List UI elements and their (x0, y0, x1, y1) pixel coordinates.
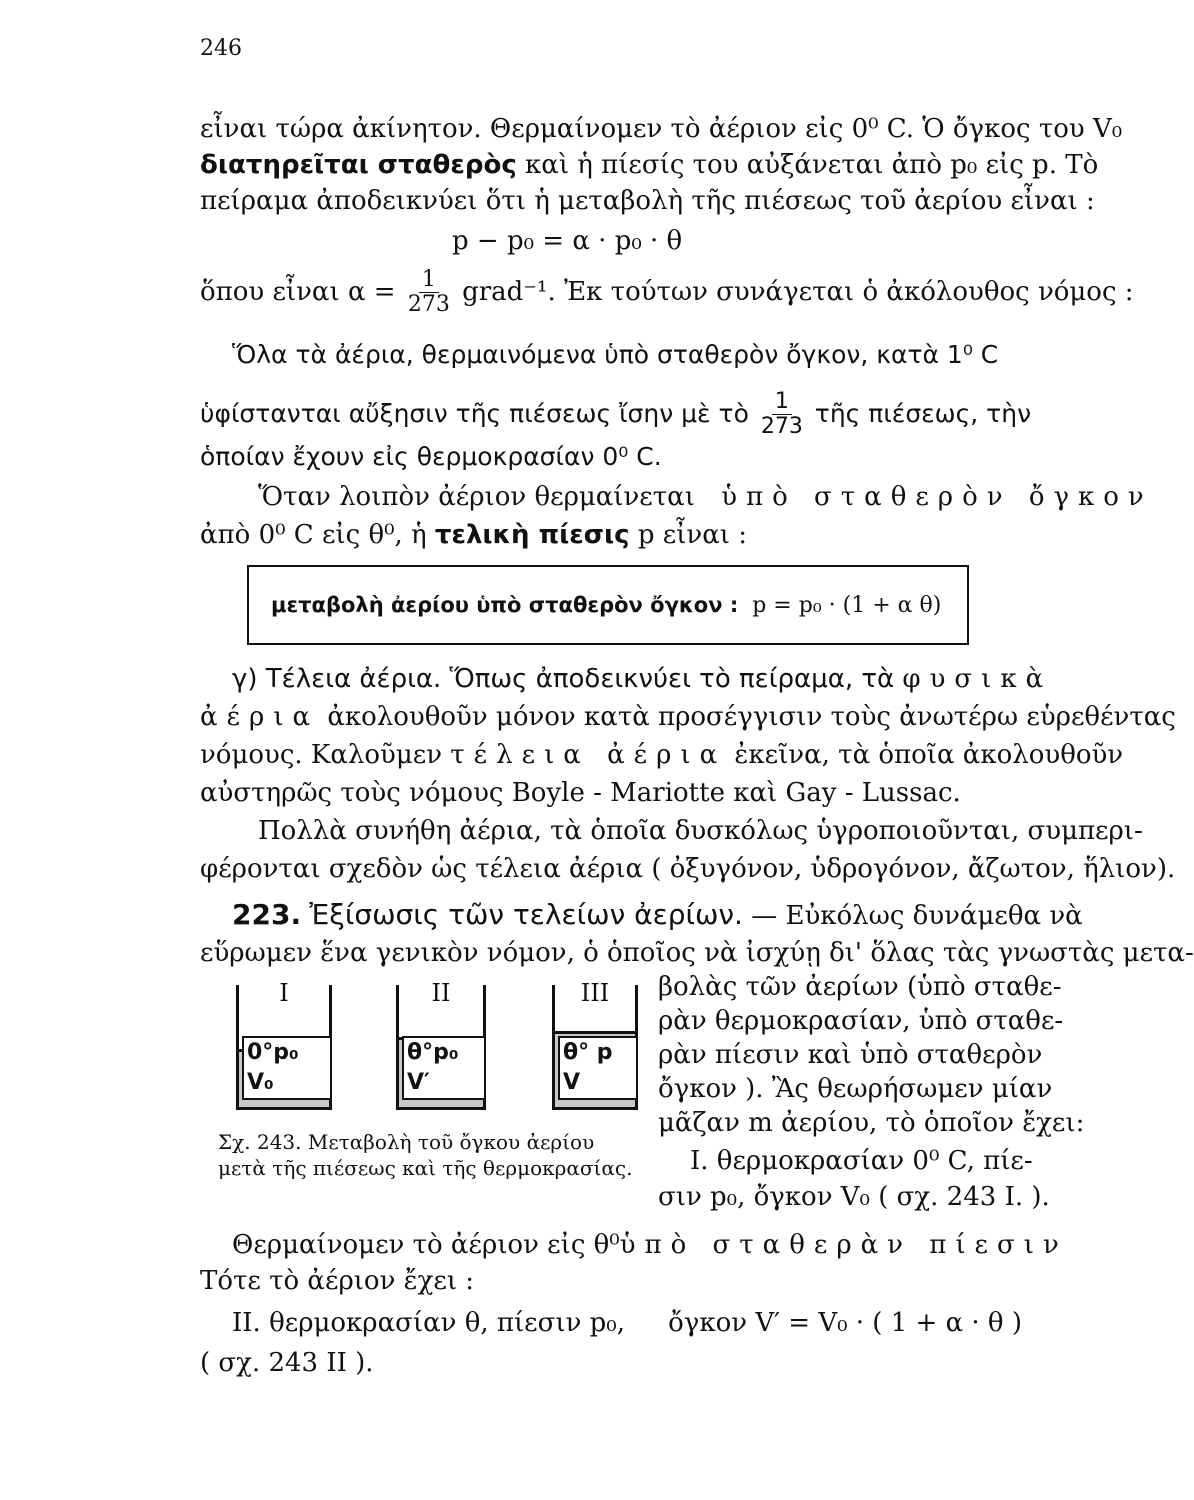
formula-pressure-change: p − p₀ = α · p₀ · θ (452, 226, 683, 256)
para1-line1: εἶναι τώρα ἀκίνητον. Θερμαίνομεν τὸ ἀέριον εἰς 0⁰ C. Ὁ ὄγκος του V₀ (200, 114, 1123, 144)
side-line: I. θερμοκρασίαν 0⁰ C, πίε- (690, 1146, 1033, 1176)
side-line: ρὰν θερμοκρασίαν, ὑπὸ σταθε- (658, 1006, 1064, 1036)
bold-phrase: διατηρεῖται σταθερὸς (200, 150, 517, 180)
side-line: ρὰν πίεσιν καὶ ὑπὸ σταθερὸν (658, 1040, 1043, 1070)
beaker-3 (552, 979, 638, 1110)
law-line1: Ὅλα τὰ ἀέρια, θερμαινόμενα ὑπὸ σταθερὸν ὄγκον, κατὰ 1⁰ C (232, 340, 999, 369)
side-line: σιν p₀, ὄγκον V₀ ( σχ. 243 I. ). (658, 1182, 1050, 1212)
law-line3: ὁποίαν ἔχουν εἰς θερμοκρασίαν 0⁰ C. (200, 442, 662, 471)
beaker-2-state: θ°p₀ V′ (402, 1036, 486, 1100)
beaker-3-label: III (580, 979, 610, 1007)
gamma-line6: φέρονται σχεδὸν ὡς τέλεια ἀέρια ( ὀξυγόνον, ὑδρογόνον, ἄζωτον, ἥλιον). (200, 854, 1176, 884)
law-box (247, 565, 969, 645)
gamma-line4: αὐστηρῶς τοὺς νόμους Boyle - Mariotte καὶ Gay - Lussac. (200, 778, 961, 808)
gamma-line3: νόμους. Καλοῦμεν τέλεια ἀέρια ἐκεῖνα, τὰ ὁποῖα ἀκολουθοῦν (200, 740, 1124, 770)
figure-caption-line1: Σχ. 243. Μεταβολὴ τοῦ ὄγκου ἀερίου (218, 1130, 595, 1154)
para1-line3: πείραμα ἀποδεικνύει ὅτι ἡ μεταβολὴ τῆς πιέσεως τοῦ ἀερίου εἶναι : (200, 186, 1095, 216)
beaker-1 (236, 979, 332, 1110)
beaker-1-state: 0°p₀ V₀ (242, 1036, 332, 1100)
beaker-3-state: θ° p V (558, 1036, 638, 1100)
para2-line2: ἀπὸ 0⁰ C εἰς θ⁰, ἡ τελικὴ πίεσις p εἶναι : (200, 520, 747, 550)
gamma-line1: γ) Τέλεια ἀέρια. Ὅπως ἀποδεικνύει τὸ πείραμα, τὰ φυσικὰ (232, 664, 1053, 694)
beaker-2-label: II (431, 979, 451, 1007)
gamma-line5: Πολλὰ συνήθη ἀέρια, τὰ ὁποῖα δυσκόλως ὑγροποιοῦνται, συμπερι- (258, 816, 1143, 846)
side-line: βολὰς τῶν ἀερίων (ὑπὸ σταθε- (658, 972, 1062, 1002)
para3-line3: II. θερμοκρασίαν θ, πίεσιν p₀, ὄγκον V′ = V₀ · ( 1 + α · θ ) (232, 1308, 1022, 1338)
para3-line4: ( σχ. 243 II ). (200, 1348, 374, 1378)
section-223-heading: 223. Ἐξίσωσις τῶν τελείων ἀερίων. — Εὐκόλως δυνάμεθα νὰ (232, 898, 1083, 931)
section-number: 223. (232, 898, 302, 931)
para1-line2 (200, 148, 1098, 182)
bold-final-pressure: τελικὴ πίεσις (434, 520, 630, 550)
spaced-phrase: ὑπὸ σταθερὸν ὄγκον (721, 482, 1153, 512)
page-number: 246 (200, 36, 242, 61)
gamma-line2: ἀέρια ἀκολουθοῦν μόνον κατὰ προσέγγισιν τοὺς ἀνωτέρω εὑρεθέντας (200, 702, 1176, 732)
para1-line2-rest: καὶ ἡ πίεσίς του αὐξάνεται ἀπὸ p₀ εἰς p. Τὸ (525, 150, 1099, 180)
side-line: ὄγκον ). Ἂς θεωρήσωμεν μίαν (658, 1074, 1053, 1104)
section-title: Ἐξίσωσις τῶν τελείων ἀερίων. (309, 898, 743, 931)
alpha-fraction: $\frac{1}{273}$ (407, 267, 450, 317)
law-box-formula: p = p₀ · (1 + α θ) (752, 592, 942, 618)
beaker-2 (396, 979, 486, 1110)
section-223-line2: εὕρωμεν ἕνα γενικὸν νόμον, ὁ ὁποῖος νὰ ἰσχύῃ δι' ὅλας τὰς γνωστὰς μετα- (200, 938, 1194, 968)
law-fraction: $\frac{1}{273}$ (760, 389, 803, 439)
law-box-label: μεταβολὴ ἀερίου ὑπὸ σταθερὸν ὄγκον : (271, 593, 739, 617)
para2-line1: Ὅταν λοιπὸν ἀέριον θερμαίνεται ὑπὸ σταθερὸν ὄγκον (258, 482, 1153, 512)
alpha-definition: ὅπου εἶναι α = $\frac{1}{273}$ grad⁻¹. Ἐκ τούτων συνάγεται ὁ ἀκόλουθος νόμος : (200, 267, 1134, 317)
beaker-1-label: I (279, 979, 289, 1007)
figure-caption-line2: μετὰ τῆς πιέσεως καὶ τῆς θερμοκρασίας. (218, 1156, 633, 1180)
side-line: μᾶζαν m ἀερίου, τὸ ὁποῖον ἔχει: (658, 1108, 1085, 1138)
law-line2: ὑφίστανται αὔξησιν τῆς πιέσεως ἴσην μὲ τὸ $\frac{1}{273}$ τῆς πιέσεως, τὴν (200, 389, 1032, 439)
para3-line1: Θερμαίνομεν τὸ ἀέριον εἰς θ⁰ ὑπὸ σταθερὰν πίεσιν (232, 1230, 1068, 1260)
para3-line2: Τότε τὸ ἀέριον ἔχει : (200, 1266, 475, 1296)
